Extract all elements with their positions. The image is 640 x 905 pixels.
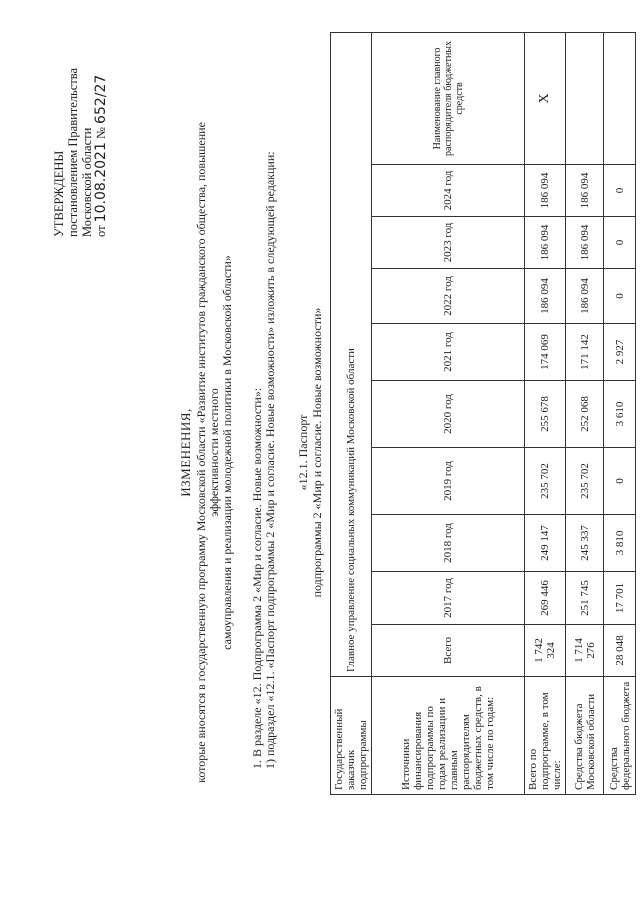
approval-number: 652/27 <box>93 74 109 124</box>
row-label: Средства бюджета Московской области <box>566 677 604 795</box>
row-label: Средства федерального бюджета <box>604 677 636 795</box>
approval-stamp <box>52 7 108 237</box>
column-header: 2018 год <box>372 515 525 572</box>
table-cell: 28 048 <box>604 625 636 677</box>
document-subtitle <box>195 100 234 805</box>
table-row <box>604 32 636 794</box>
table-cell: 0 <box>604 448 636 515</box>
amendment-item-2: 1) подраздел «12.1. «Паспорт подпрограммы 2 «Мир и согласие. Новые возможности» изложить в следующей редакции: <box>263 151 277 769</box>
approval-title: УТВЕРЖДЕНЫ <box>52 150 66 237</box>
customer-row <box>331 32 372 794</box>
sources-label: Источники финансирования подпрограммы по годам реализации и главным распорядителям бюджетных средств, в том числе по годам: <box>372 677 525 795</box>
column-header: 2021 год <box>372 324 525 381</box>
table-cell: 255 678 <box>525 381 566 448</box>
row-label: Всего по подпрограмме, в том числе: <box>525 677 566 795</box>
table-cell: 0 <box>604 269 636 324</box>
approval-date: 10.08.2021 <box>93 142 109 223</box>
table-cell: 186 094 <box>566 269 604 324</box>
table-cell: 2 927 <box>604 324 636 381</box>
table-cell: 3 610 <box>604 381 636 448</box>
approval-line-1: постановлением Правительства <box>66 67 80 237</box>
approval-line-3 <box>94 7 108 237</box>
table-cell: 251 745 <box>566 572 604 625</box>
table-cell: 186 094 <box>525 217 566 269</box>
passport-table <box>330 32 636 795</box>
table-cell: 235 702 <box>525 448 566 515</box>
table-cell: 171 142 <box>566 324 604 381</box>
manager-cell <box>604 32 636 164</box>
manager-cell: Х <box>525 32 566 164</box>
table-cell: 249 147 <box>525 515 566 572</box>
table-cell: 0 <box>604 165 636 217</box>
table-cell: 186 094 <box>566 217 604 269</box>
table-cell: 245 337 <box>566 515 604 572</box>
table-cell: 269 446 <box>525 572 566 625</box>
table-row <box>566 32 604 794</box>
section-title: «12.1. Паспорт <box>296 414 310 491</box>
table-cell: 252 068 <box>566 381 604 448</box>
table-cell: 174 069 <box>525 324 566 381</box>
manager-cell <box>566 32 604 164</box>
table-cell: 1 742 324 <box>525 625 566 677</box>
approval-number-sign: № <box>94 127 108 140</box>
table-cell: 186 094 <box>525 269 566 324</box>
column-header: 2019 год <box>372 448 525 515</box>
customer-value: Главное управление социальных коммуникаций Московской области <box>331 32 372 676</box>
approval-line-2: Московской области <box>80 127 94 237</box>
document-title: ИЗМЕНЕНИЯ, <box>178 408 193 497</box>
document-subtitle-line-1: которые вносятся в государственную программу Московской области «Развитие институтов гражданского общества, повышение эффективности местного <box>194 122 221 783</box>
column-header: 2020 год <box>372 381 525 448</box>
table-row <box>525 32 566 794</box>
table-cell: 0 <box>604 217 636 269</box>
column-header: Всего <box>372 625 525 677</box>
approval-date-prefix: от <box>94 225 108 237</box>
customer-label: Государственный заказчик подпрограммы <box>331 677 372 795</box>
manager-header: Наименование главного распорядителя бюджетных средств <box>372 32 525 164</box>
document-subtitle-line-2: самоуправления и реализации молодежной политики в Московской области» <box>220 255 234 650</box>
section-subtitle: подпрограммы 2 «Мир и согласие. Новые возможности» <box>310 307 324 598</box>
table-cell: 186 094 <box>525 165 566 217</box>
column-header: 2024 год <box>372 165 525 217</box>
header-row <box>372 32 525 794</box>
table-cell: 235 702 <box>566 448 604 515</box>
column-header: 2022 год <box>372 269 525 324</box>
table-cell: 186 094 <box>566 165 604 217</box>
table-cell: 3 810 <box>604 515 636 572</box>
amendment-item-1: 1. В разделе «12. Подпрограмма 2 «Мир и согласие. Новые возможности»: <box>250 387 264 769</box>
column-header: 2023 год <box>372 217 525 269</box>
table-cell: 17 701 <box>604 572 636 625</box>
table-cell: 1 714 276 <box>566 625 604 677</box>
column-header: 2017 год <box>372 572 525 625</box>
